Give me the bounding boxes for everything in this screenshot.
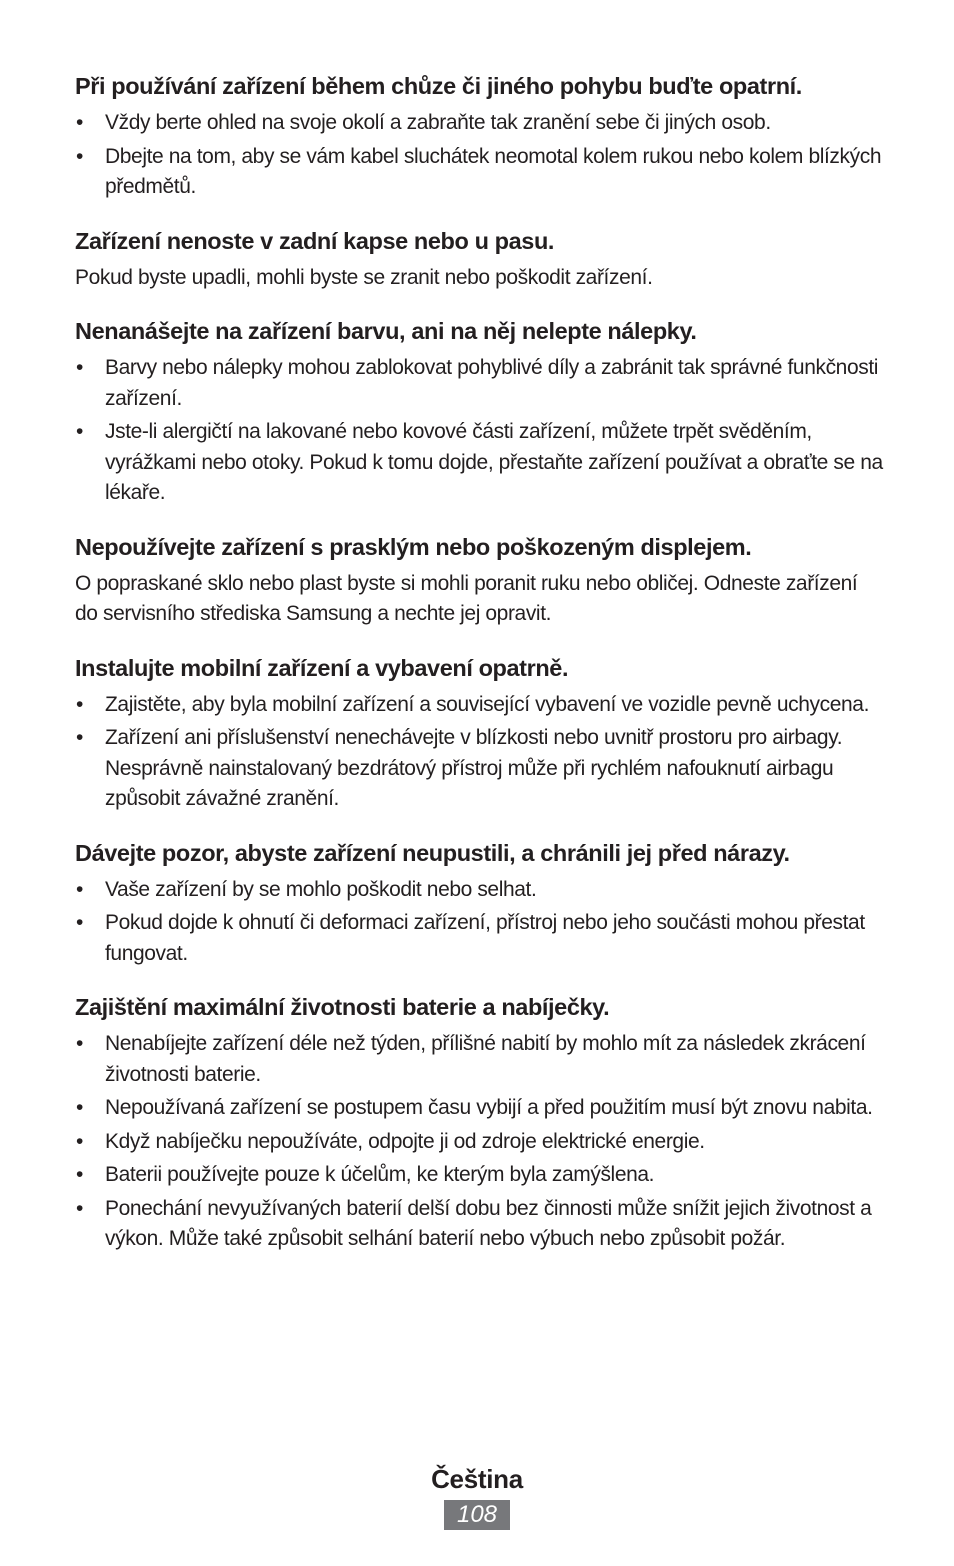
bullet-icon: •: [76, 726, 83, 749]
bullet-item: [75, 875, 885, 906]
bullet-item: [75, 1029, 885, 1090]
section-drop-protection: [75, 837, 885, 970]
bullet-icon: •: [76, 1163, 83, 1186]
bullet-text: Baterii používejte pouze k účelům, ke kterým byla zamýšlena.: [105, 1163, 655, 1186]
bullet-text: Vždy berte ohled na svoje okolí a zabraňte tak zranění sebe či jiných osob.: [105, 111, 771, 134]
section-back-pocket: [75, 225, 885, 294]
section-paragraph: Pokud byste upadli, mohli byste se zranit nebo poškodit zařízení.: [75, 265, 653, 289]
bullet-item: [75, 417, 885, 509]
bullet-item: [75, 142, 885, 203]
bullet-list: [75, 690, 885, 815]
bullet-list: [75, 353, 885, 509]
bullet-text: Zajistěte, aby byla mobilní zařízení a související vybavení ve vozidle pevně uchycena.: [105, 692, 870, 716]
section-heading: Zajištění maximální životnosti baterie a nabíječky.: [75, 994, 610, 1020]
bullet-icon: •: [76, 1196, 83, 1220]
bullet-item: [75, 723, 885, 815]
bullet-item: [75, 1160, 885, 1191]
section-cracked-display: [75, 531, 885, 630]
footer-language-label: Čeština: [431, 1464, 523, 1494]
section-paint-stickers: [75, 315, 885, 509]
bullet-item: [75, 353, 885, 414]
bullet-item: [75, 690, 885, 721]
page-footer: [0, 1460, 954, 1530]
page-number-wrap: [0, 1500, 954, 1530]
bullet-item: [75, 1127, 885, 1158]
bullet-list: [75, 108, 885, 203]
bullet-icon: •: [76, 420, 83, 443]
page-number-badge: 108: [444, 1500, 510, 1530]
bullet-item: [75, 908, 885, 969]
bullet-icon: •: [76, 1129, 83, 1153]
bullet-icon: •: [76, 877, 83, 901]
section-paragraph: O popraskané sklo nebo plast byste si mohli poranit ruku nebo obličej. Odneste zařízení do servisního střediska Samsung a nechte jej opravit.: [75, 571, 858, 625]
section-heading: Zařízení nenoste v zadní kapse nebo u pasu.: [75, 227, 555, 254]
bullet-text: Nenabíjejte zařízení déle než týden, přílišné nabití by mohlo mít za následek zkrácení životnosti baterie.: [105, 1032, 866, 1086]
bullet-icon: •: [76, 111, 83, 134]
bullet-text: Barvy nebo nálepky mohou zablokovat pohyblivé díly a zabránit tak správné funkčnosti zařízení.: [105, 356, 879, 410]
bullet-icon: •: [76, 1096, 83, 1119]
section-battery-life: [75, 991, 885, 1255]
bullet-icon: •: [76, 144, 83, 168]
bullet-icon: •: [76, 1032, 83, 1055]
bullet-text: Pokud dojde k ohnutí či deformaci zařízení, přístroj nebo jeho součásti mohou přestat fungovat.: [105, 911, 865, 965]
section-walking-caution: [75, 70, 885, 203]
bullet-list: [75, 875, 885, 970]
bullet-item: [75, 108, 885, 139]
bullet-item: [75, 1194, 885, 1255]
section-heading: Při používání zařízení během chůze či jiného pohybu buďte opatrní.: [75, 73, 802, 99]
bullet-icon: •: [76, 356, 83, 379]
bullet-text: Když nabíječku nepoužíváte, odpojte ji od zdroje elektrické energie.: [105, 1129, 705, 1153]
section-heading: Nenanášejte na zařízení barvu, ani na něj nelepte nálepky.: [75, 318, 697, 344]
bullet-text: Ponechání nevyužívaných baterií delší dobu bez činnosti může snížit jejich životnost a výkon. Může také způsobit selhání baterií nebo výbuch nebo způsobit požár.: [105, 1196, 872, 1250]
bullet-text: Zařízení ani příslušenství nenechávejte v blízkosti nebo uvnitř prostoru pro airbagy. Nesprávně nainstalovaný bezdrátový přístroj může při rychlém nafouknutí airbagu způsobit závažné zranění.: [105, 726, 843, 810]
bullet-icon: •: [76, 692, 83, 716]
bullet-text: Nepoužívaná zařízení se postupem času vybijí a před použitím musí být znovu nabita.: [105, 1096, 873, 1119]
bullet-list: [75, 1029, 885, 1255]
document-content: [75, 70, 885, 1277]
section-install-carefully: [75, 652, 885, 815]
section-heading: Instalujte mobilní zařízení a vybavení opatrně.: [75, 654, 569, 681]
bullet-text: Jste-li alergičtí na lakované nebo kovové části zařízení, můžete trpět svěděním, vyrážkami nebo otoky. Pokud k tomu dojde, přestaňte zařízení používat a obraťte se na lékaře.: [105, 420, 883, 504]
bullet-item: [75, 1093, 885, 1124]
section-heading: Nepoužívejte zařízení s prasklým nebo poškozeným displejem.: [75, 533, 752, 560]
bullet-text: Vaše zařízení by se mohlo poškodit nebo selhat.: [105, 877, 537, 901]
section-heading: Dávejte pozor, abyste zařízení neupustili, a chránili jej před nárazy.: [75, 839, 790, 866]
bullet-text: Dbejte na tom, aby se vám kabel sluchátek neomotal kolem rukou nebo kolem blízkých předmětů.: [105, 144, 882, 198]
bullet-icon: •: [76, 911, 83, 934]
